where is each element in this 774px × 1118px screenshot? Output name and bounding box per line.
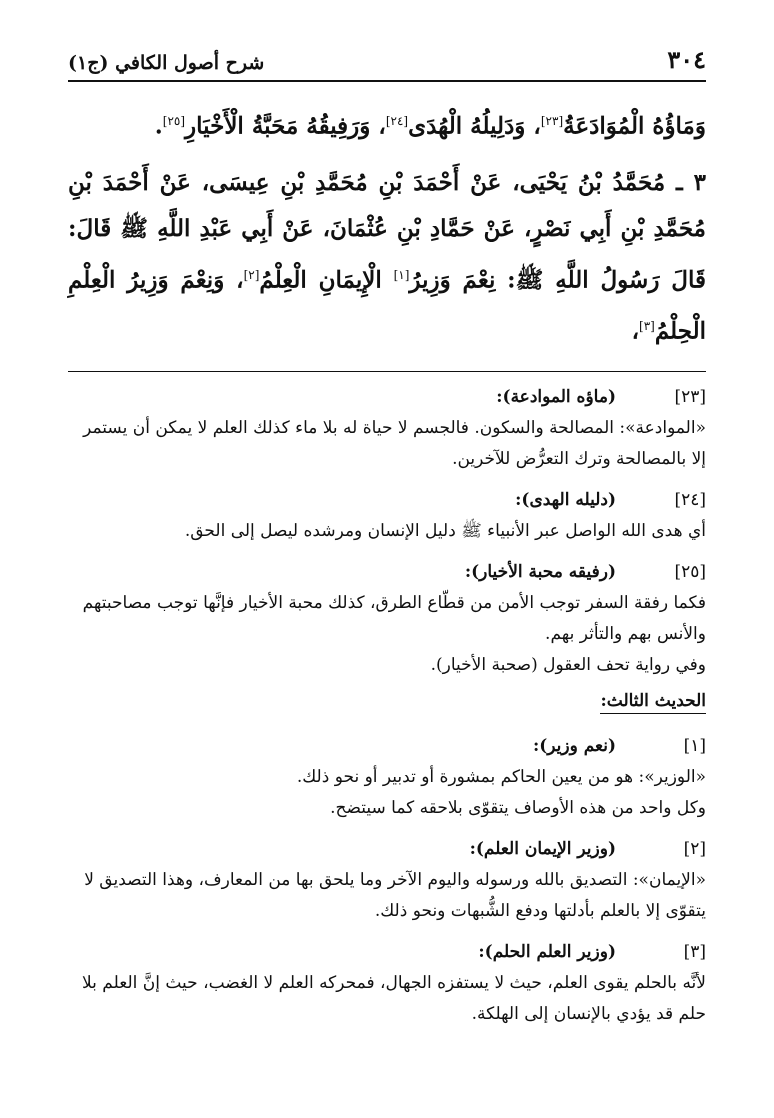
note-number: [١] bbox=[683, 735, 706, 756]
footnote-ref[interactable]: [٢٤] bbox=[385, 114, 409, 128]
note-number: [٢] bbox=[683, 838, 706, 859]
note-title: (وزير الإيمان العلم): bbox=[469, 838, 616, 859]
text-segment: ، وَنِعْمَ وَزِيرُ الْعِلْمِ الْحِلْمُ bbox=[68, 266, 706, 345]
text-segment: وَمَاؤُهُ الْمُوَادَعَةُ bbox=[563, 112, 706, 140]
note-number: [٢٤] bbox=[674, 489, 706, 510]
footnote-ref[interactable]: [٢] bbox=[243, 267, 260, 282]
commentary-note bbox=[68, 731, 706, 824]
hadith-three bbox=[68, 160, 706, 355]
note-number: [٢٥] bbox=[674, 561, 706, 582]
note-text: لأنَّه بالحلم يقوى العلم، حيث لا يستفزه الجهال، فمحركه العلم لا الغضب، حيث إنَّ العلم بلا حلم قد يؤدي بالإنسان إلى الهلكة. bbox=[82, 972, 706, 1024]
page-header bbox=[68, 44, 706, 82]
text-segment: ٣ ـ مُحَمَّدُ بْنُ يَحْيَى، عَنْ أَحْمَدَ بْنِ مُحَمَّدِ بْنِ عِيسَى، عَنْ أَحْمَدَ بْنِ مُحَمَّدِ بْنِ أَبِي نَصْرٍ، عَنْ حَمَّادِ بْنِ عُثْمَانَ، عَنْ أَبِي عَبْدِ اللَّهِ ﷺ قَالَ: قَالَ رَسُولُ اللَّهِ ﷺ: نِعْمَ وَزِيرُ bbox=[68, 168, 706, 294]
text-segment: الْإِيمَانِ الْعِلْمُ bbox=[259, 266, 394, 294]
text-segment: ، وَدَلِيلُهُ الْهُدَى bbox=[408, 112, 541, 140]
note-number: [٣] bbox=[683, 941, 706, 962]
note-title: (وزير العلم الحلم): bbox=[478, 941, 616, 962]
separator-line bbox=[68, 371, 706, 372]
footnote-ref[interactable]: [١] bbox=[393, 267, 410, 282]
note-title: (ماؤه الموادعة): bbox=[496, 386, 616, 407]
hadith-text bbox=[68, 98, 706, 355]
note-title: (نعم وزير): bbox=[532, 735, 616, 756]
commentary-notes-a bbox=[68, 382, 706, 681]
text-segment: ، وَرَفِيقُهُ مَحَبَّةُ الْأَخْيَارِ bbox=[185, 112, 386, 140]
text-segment: ، bbox=[631, 317, 639, 345]
hadith-previous-ending bbox=[68, 98, 706, 150]
commentary-note bbox=[68, 834, 706, 927]
footnote-ref[interactable]: [٢٣] bbox=[540, 114, 564, 128]
note-text: «الموادعة»: المصالحة والسكون. فالجسم لا حياة له بلا ماء كذلك العلم لا يمكن أن يستمر إلا بالمصالحة وترك التعرُّض للآخرين. bbox=[83, 417, 706, 469]
note-text: «الإيمان»: التصديق بالله ورسوله واليوم الآخر وما يلحق بها من المعارف، وهذا التصديق لا يتقوّى إلا بالعلم بأدلتها ودفع الشُّبهات ونحو ذلك. bbox=[84, 869, 706, 921]
page-number: ٣٠٤ bbox=[667, 45, 706, 74]
commentary-note bbox=[68, 382, 706, 475]
footnote-ref[interactable]: [٣] bbox=[639, 319, 655, 334]
section-title: الحديث الثالث: bbox=[68, 691, 706, 711]
note-text: وفي رواية تحف العقول (صحبة الأخيار). bbox=[430, 654, 706, 675]
commentary-note bbox=[68, 485, 706, 547]
note-text: وكل واحد من هذه الأوصاف يتقوّى بلاحقه كما سيتضح. bbox=[330, 797, 706, 818]
note-text: «الوزير»: هو من يعين الحاكم بمشورة أو تدبير أو نحو ذلك. bbox=[296, 766, 706, 787]
commentary-notes-b bbox=[68, 731, 706, 1030]
note-text: فكما رفقة السفر توجب الأمن من قطّاع الطرق، كذلك محبة الأخيار فإنَّها توجب مصاحبتهم والأنس بهم والتأثر بهم. bbox=[82, 592, 706, 644]
note-number: [٢٣] bbox=[674, 386, 706, 407]
text-segment: . bbox=[154, 112, 163, 140]
commentary-note bbox=[68, 557, 706, 681]
footnote-ref[interactable]: [٢٥] bbox=[162, 114, 186, 128]
note-text: أي هدى الله الواصل عبر الأنبياء ﷺ دليل الإنسان ومرشده ليصل إلى الحق. bbox=[184, 520, 706, 541]
commentary-note bbox=[68, 937, 706, 1030]
book-title: شرح أصول الكافي (ج١) bbox=[68, 52, 265, 74]
note-title: (دليله الهدى): bbox=[515, 489, 616, 510]
note-title: (رفيقه محبة الأخيار): bbox=[464, 561, 616, 582]
